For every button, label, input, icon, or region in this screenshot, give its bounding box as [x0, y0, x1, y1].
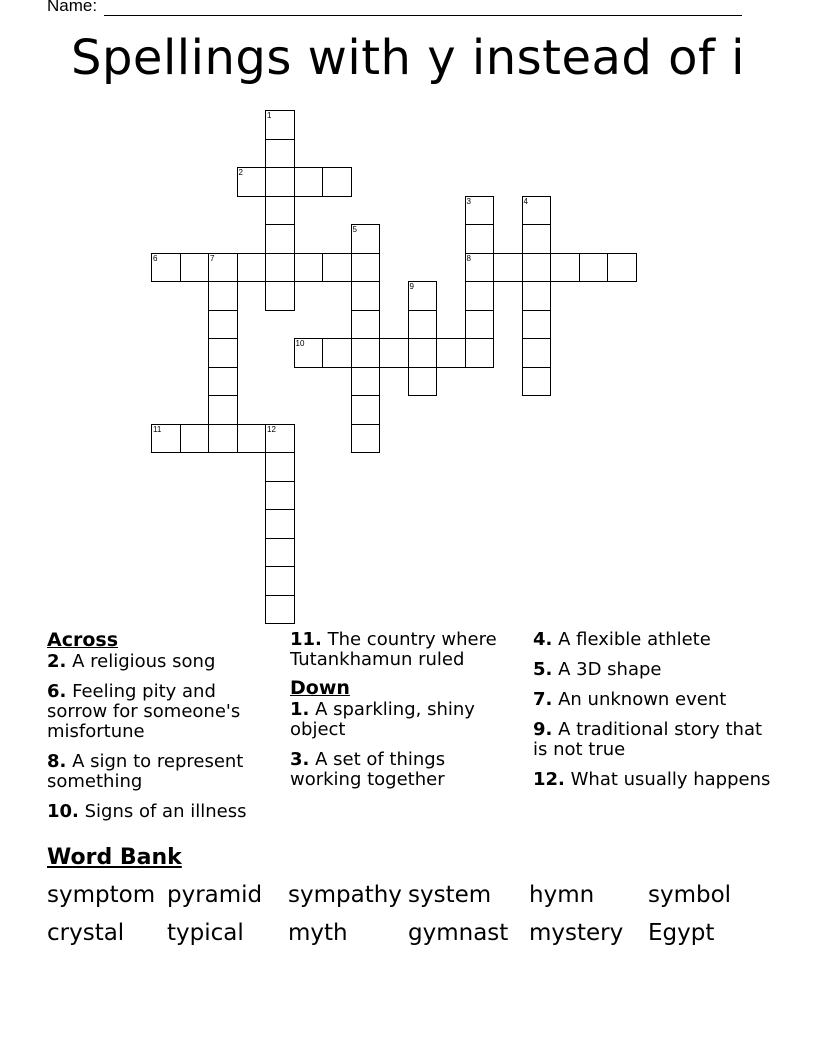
grid-cell[interactable] [522, 224, 552, 254]
grid-cell[interactable] [265, 110, 295, 140]
clue-item [533, 660, 773, 680]
clue-number: 1 [267, 111, 272, 120]
clue-number: 2 [238, 168, 243, 177]
clue-number: 9 [409, 282, 414, 291]
grid-cell[interactable] [579, 253, 609, 283]
name-label: Name: [47, 0, 98, 15]
grid-cell[interactable] [180, 253, 210, 283]
grid-cell[interactable] [408, 338, 438, 368]
grid-cell[interactable] [208, 367, 238, 397]
clue-text: A sign to represent something [47, 751, 244, 792]
grid-cell[interactable] [465, 338, 495, 368]
grid-cell[interactable] [265, 196, 295, 226]
grid-cell[interactable] [237, 253, 267, 283]
grid-cell[interactable] [151, 253, 181, 283]
clue-num: 9. [533, 719, 553, 740]
clue-text: A 3D shape [552, 659, 662, 680]
word-bank-item: hymn [529, 882, 595, 908]
grid-cell[interactable] [208, 424, 238, 454]
grid-cell[interactable] [607, 253, 637, 283]
clue-num: 4. [533, 629, 553, 650]
word-bank-item: mystery [529, 920, 624, 946]
grid-cell[interactable] [522, 367, 552, 397]
grid-cell[interactable] [208, 395, 238, 425]
clues-column-2 [290, 630, 515, 800]
grid-cell[interactable] [265, 281, 295, 311]
grid-cell[interactable] [351, 310, 381, 340]
clue-item [47, 752, 272, 792]
grid-cell[interactable] [294, 167, 324, 197]
grid-cell[interactable] [294, 338, 324, 368]
clue-num: 5. [533, 659, 553, 680]
clue-text: A set of things working together [290, 749, 446, 790]
clue-number: 3 [466, 196, 471, 206]
grid-cell[interactable] [322, 338, 352, 368]
clue-number: 7 [210, 253, 215, 263]
clue-number: 4 [523, 196, 528, 206]
clue-item [47, 802, 272, 822]
grid-cell[interactable] [408, 281, 438, 311]
grid-cell[interactable] [265, 424, 295, 454]
grid-cell[interactable] [265, 224, 295, 254]
grid-cell[interactable] [522, 338, 552, 368]
clue-number: 8 [466, 253, 471, 263]
grid-cell[interactable] [465, 253, 495, 283]
grid-cell[interactable] [322, 253, 352, 283]
clue-item [533, 630, 773, 650]
grid-cell[interactable] [522, 253, 552, 283]
grid-cell[interactable] [208, 281, 238, 311]
grid-cell[interactable] [465, 196, 495, 226]
clue-number: 6 [153, 253, 158, 263]
clue-item [47, 652, 272, 672]
across-heading: Across [47, 629, 119, 651]
grid-cell[interactable] [265, 253, 295, 283]
grid-cell[interactable] [151, 424, 181, 454]
clue-text: A sparkling, shiny object [290, 699, 475, 740]
clues-column-1 [47, 630, 272, 832]
grid-cell[interactable] [265, 167, 295, 197]
clue-text: A flexible athlete [552, 629, 711, 650]
page-title: Spellings with y instead of i [70, 30, 745, 86]
clue-num: 12. [533, 769, 565, 790]
grid-cell[interactable] [322, 167, 352, 197]
grid-cell[interactable] [237, 167, 267, 197]
grid-cell[interactable] [208, 253, 238, 283]
grid-cell[interactable] [208, 338, 238, 368]
clue-item [533, 690, 773, 710]
word-bank-item: myth [288, 920, 348, 946]
clue-item [533, 720, 773, 760]
grid-cell[interactable] [265, 481, 295, 511]
grid-cell[interactable] [351, 395, 381, 425]
grid-cell[interactable] [237, 424, 267, 454]
clue-text: Feeling pity and sorrow for someone's misfortune [47, 681, 241, 742]
clue-num: 1. [290, 699, 310, 720]
grid-cell[interactable] [351, 224, 381, 254]
grid-cell[interactable] [265, 538, 295, 568]
word-bank-item: Egypt [648, 920, 715, 946]
clue-text: Signs of an illness [78, 801, 247, 822]
grid-cell[interactable] [465, 281, 495, 311]
clue-number: 11 [153, 424, 162, 434]
grid-cell[interactable] [522, 310, 552, 340]
clue-num: 3. [290, 749, 310, 770]
grid-cell[interactable] [265, 139, 295, 169]
grid-cell[interactable] [465, 224, 495, 254]
grid-cell[interactable] [265, 595, 295, 625]
clue-text: An unknown event [552, 689, 727, 710]
grid-cell[interactable] [265, 452, 295, 482]
clue-num: 8. [47, 751, 67, 772]
grid-cell[interactable] [436, 338, 466, 368]
word-bank-title: Word Bank [47, 845, 182, 870]
grid-cell[interactable] [294, 253, 324, 283]
word-bank-item: typical [167, 920, 244, 946]
grid-cell[interactable] [265, 566, 295, 596]
word-bank-item: symbol [648, 882, 732, 908]
word-bank-item: sympathy [288, 882, 402, 908]
grid-cell[interactable] [493, 253, 523, 283]
word-bank-item: symptom [47, 882, 156, 908]
grid-cell[interactable] [351, 253, 381, 283]
grid-cell[interactable] [180, 424, 210, 454]
clue-item [533, 770, 773, 790]
grid-cell[interactable] [465, 310, 495, 340]
clue-num: 6. [47, 681, 67, 702]
grid-cell[interactable] [408, 310, 438, 340]
word-bank-item: crystal [47, 920, 125, 946]
clues-column-3 [533, 630, 773, 800]
clue-num: 10. [47, 801, 79, 822]
clue-num: 7. [533, 689, 553, 710]
grid-cell[interactable] [522, 281, 552, 311]
clue-item [290, 750, 515, 790]
clue-item [290, 700, 515, 740]
grid-cell[interactable] [208, 310, 238, 340]
grid-cell[interactable] [550, 253, 580, 283]
grid-cell[interactable] [522, 196, 552, 226]
clue-text: A religious song [66, 651, 216, 672]
clue-number: 12 [267, 424, 276, 434]
grid-cell[interactable] [351, 281, 381, 311]
grid-cell[interactable] [351, 367, 381, 397]
clue-text: What usually happens [564, 769, 771, 790]
grid-cell[interactable] [265, 509, 295, 539]
clue-number: 10 [295, 339, 305, 348]
grid-cell[interactable] [408, 367, 438, 397]
word-bank-item: system [408, 882, 492, 908]
grid-cell[interactable] [351, 424, 381, 454]
clue-num: 11. [290, 629, 322, 650]
grid-cell[interactable] [379, 338, 409, 368]
word-bank-item: gymnast [408, 920, 509, 946]
clue-item [47, 682, 272, 742]
clue-text: The country where Tutankhamun ruled [290, 629, 497, 670]
grid-cell[interactable] [351, 338, 381, 368]
clue-number: 5 [352, 225, 357, 234]
clue-text: A traditional story that is not true [533, 719, 763, 760]
clue-item [290, 630, 515, 670]
down-heading: Down [290, 677, 350, 699]
clue-num: 2. [47, 651, 67, 672]
word-bank-item: pyramid [167, 882, 263, 908]
